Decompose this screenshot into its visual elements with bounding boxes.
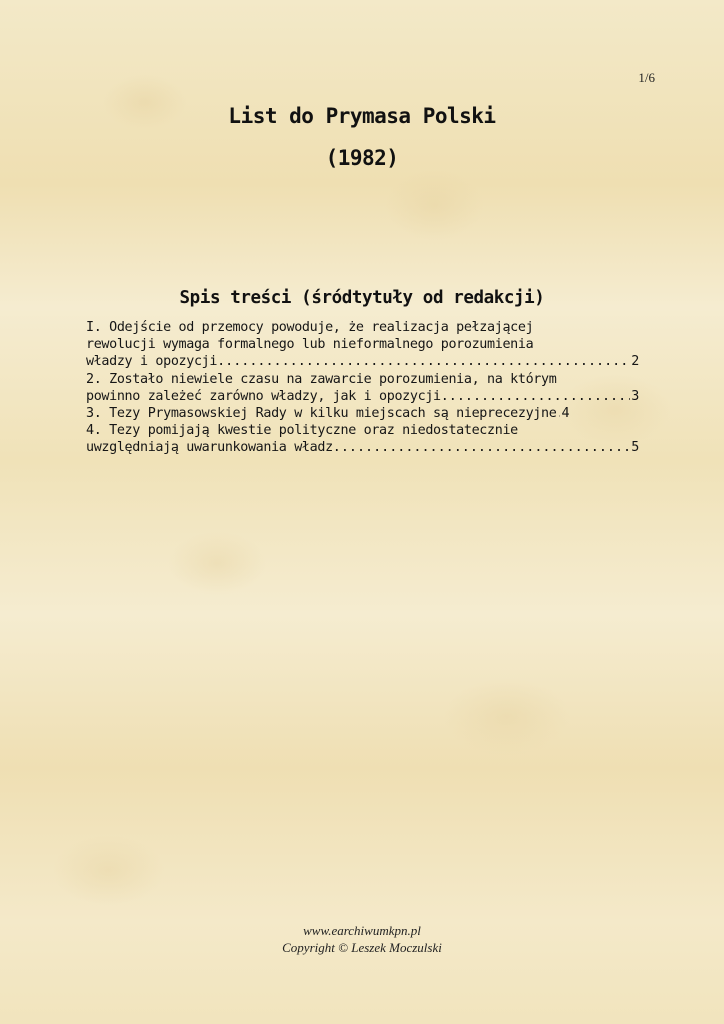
toc-heading: Spis treści (śródtytuły od redakcji): [179, 288, 545, 308]
footer-copyright: Copyright © Leszek Moczulski: [282, 940, 442, 955]
toc-entry-4[interactable]: [86, 422, 639, 456]
toc-page-number: 5: [631, 440, 639, 456]
toc-entry-text-line: rewolucji wymaga formalnego lub nieformalnego porozumienia: [86, 337, 534, 353]
page-number: 1/6: [638, 70, 655, 85]
toc-entry-last-line: [86, 388, 639, 405]
toc-entry-text: powinno zależeć zarówno władzy, jak i opozycji: [86, 388, 441, 404]
document-year: (1982): [325, 146, 399, 170]
footer: [0, 922, 724, 956]
toc-entry-2[interactable]: [86, 371, 639, 405]
toc-entry-text-line: 4. Tezy pomijają kwestie polityczne oraz niedostatecznie: [86, 423, 518, 439]
toc-entry-text: uwzględniają uwarunkowania władz: [86, 440, 333, 456]
toc-page-number: 4: [561, 406, 570, 422]
toc-entry-3[interactable]: [86, 405, 639, 422]
toc-page-number: 3: [631, 388, 639, 404]
toc-page-number: 2: [631, 354, 639, 370]
toc-entry-last-line: [86, 439, 639, 456]
footer-website-link[interactable]: www.earchiwumkpn.pl: [303, 923, 421, 938]
toc-entry-1[interactable]: [86, 319, 639, 371]
toc-leader-dots: [217, 353, 630, 370]
toc-entry-text: 3. Tezy Prymasowskiej Rady w kilku miejscach są nieprecezyjne: [86, 406, 557, 422]
toc-entry-text-line: 2. Zostało niewiele czasu na zawarcie porozumienia, na którym: [86, 371, 557, 387]
document-title: List do Prymasa Polski: [228, 104, 496, 128]
toc-entry-text: władzy i opozycji: [86, 354, 218, 370]
toc-entry-text-line: I. Odejście od przemocy powoduje, że realizacja pełzającej: [86, 320, 534, 335]
toc-entry-last-line: [86, 405, 639, 422]
toc-leader-dots: [441, 388, 631, 405]
toc-entry-last-line: [86, 353, 639, 370]
table-of-contents: [86, 319, 639, 457]
toc-leader-dots: [333, 439, 631, 456]
